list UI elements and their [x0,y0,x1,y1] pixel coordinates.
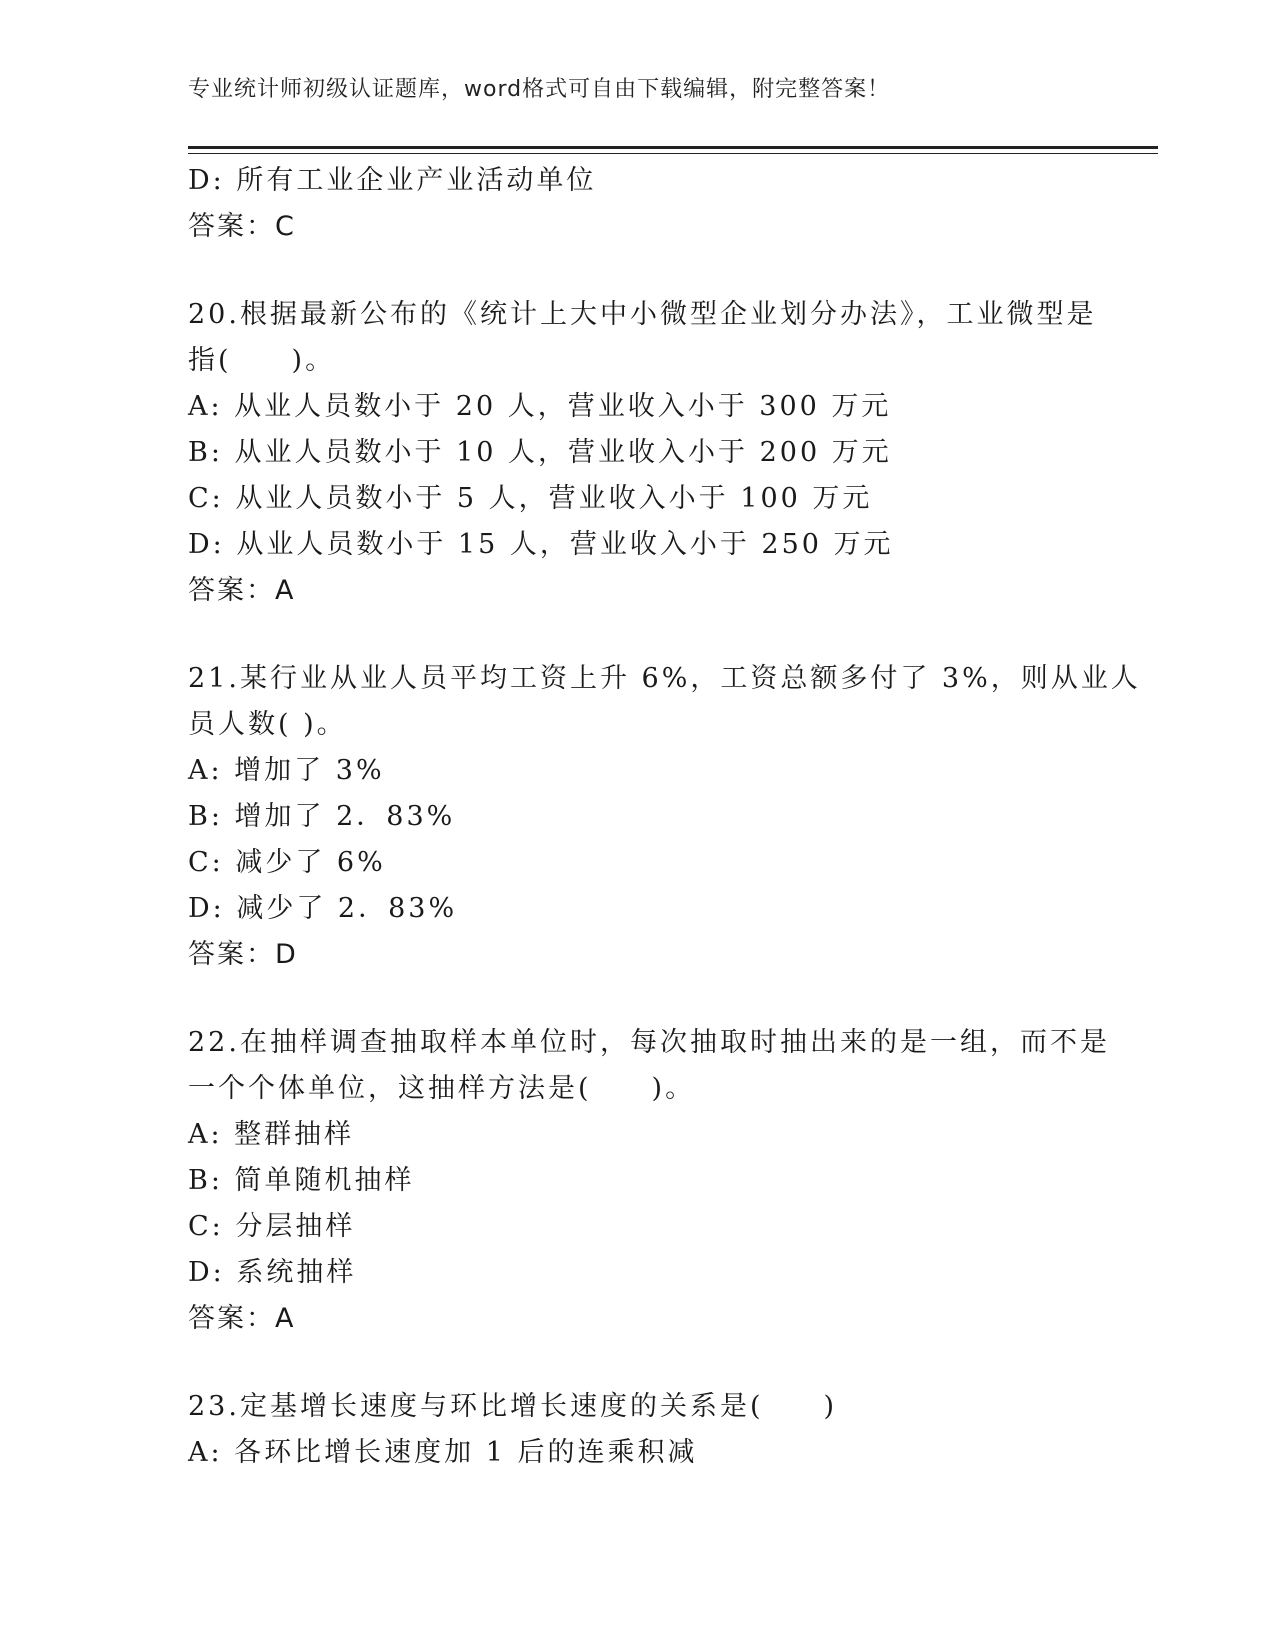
option-b: B: 简单随机抽样 [188,1165,415,1196]
option-c: C: 减少了 6% [188,847,386,878]
answer: 答案：C [188,211,296,242]
question-21 [188,656,1141,978]
document-body [188,158,1141,1476]
option-b: B: 增加了 2．83% [188,801,456,832]
option-a: A: 整群抽样 [188,1119,355,1150]
option-a: A: 增加了 3% [188,755,385,786]
answer: 答案：D [188,939,298,970]
option-d: D: 减少了 2．83% [188,893,458,924]
option-c: C: 从业人员数小于 5 人，营业收入小于 100 万元 [188,483,873,514]
question-stem-cont: 员人数( )。 [188,709,347,740]
option-d: D: 所有工业企业产业活动单位 [188,165,597,196]
option-b: B: 从业人员数小于 10 人，营业收入小于 200 万元 [188,437,892,468]
answer: 答案：A [188,575,296,606]
question-stem: 20.根据最新公布的《统计上大中小微型企业划分办法》，工业微型是 [188,299,1097,330]
question-stem: 23.定基增长速度与环比增长速度的关系是( ) [188,1391,838,1422]
option-a: A: 从业人员数小于 20 人，营业收入小于 300 万元 [188,391,892,422]
answer: 答案：A [188,1303,296,1334]
header-divider-thick [188,146,1158,149]
previous-question-tail [188,158,1088,250]
question-stem: 22.在抽样调查抽取样本单位时，每次抽取时抽出来的是一组，而不是 [188,1027,1110,1058]
option-a: A: 各环比增长速度加 1 后的连乘积减 [188,1437,698,1468]
question-22 [188,1020,1110,1342]
page-header: 专业统计师初级认证题库，word格式可自由下载编辑，附完整答案！ [188,77,891,102]
option-c: C: 分层抽样 [188,1211,356,1242]
option-d: D: 系统抽样 [188,1257,357,1288]
question-stem-cont: 指( )。 [188,345,336,376]
question-stem: 21.某行业从业人员平均工资上升 6%，工资总额多付了 3%，则从业人 [188,663,1141,694]
option-d: D: 从业人员数小于 15 人，营业收入小于 250 万元 [188,529,894,560]
question-stem-cont: 一个个体单位，这抽样方法是( )。 [188,1073,696,1104]
question-23 [188,1384,1088,1476]
question-20 [188,292,1097,614]
header-divider-thin [188,153,1158,154]
